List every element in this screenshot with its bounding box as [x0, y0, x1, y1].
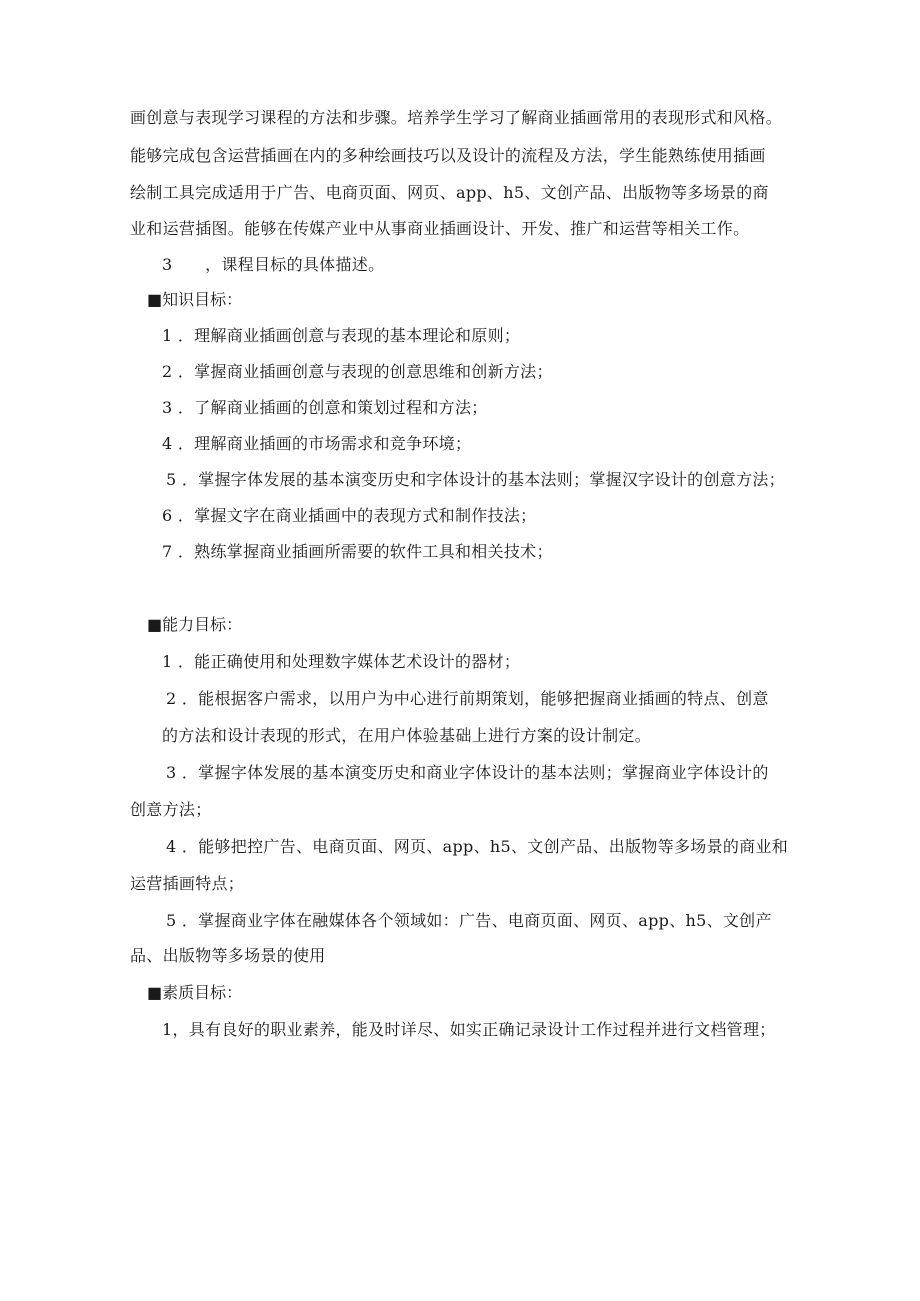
section-3-heading: 3 ，课程目标的具体描述。	[162, 255, 385, 274]
knowledge-heading: ■知识目标：	[147, 290, 243, 309]
ability-item-5-line-2: 品、出版物等多场景的使用	[130, 946, 326, 965]
intro-line-1: 画创意与表现学习课程的方法和步骤。培养学生学习了解商业插画常用的表现形式和风格。	[130, 108, 783, 127]
knowledge-item-1: 1 ．理解商业插画创意与表现的基本理论和原则；	[162, 326, 521, 345]
knowledge-item-5: 5 ．掌握字体发展的基本演变历史和字体设计的基本法则；掌握汉字设计的创意方法；	[166, 470, 785, 489]
intro-line-4: 业和运营插图。能够在传媒产业中从事商业插画设计、开发、推广和运营等相关工作。	[130, 219, 750, 238]
intro-line-3: 绘制工具完成适用于广告、电商页面、网页、app、h5、文创产品、出版物等多场景的商	[130, 183, 769, 202]
quality-item-1: 1，具有良好的职业素养，能及时详尽、如实正确记录设计工作过程并进行文档管理；	[162, 1020, 776, 1039]
knowledge-item-2: 2 ．掌握商业插画创意与表现的创意思维和创新方法；	[162, 362, 553, 381]
intro-line-2: 能够完成包含运营插画在内的多种绘画技巧以及设计的流程及方法，学生能熟练使用插画	[130, 146, 766, 165]
ability-heading: ■能力目标：	[147, 615, 243, 634]
ability-item-1: 1 ．能正确使用和处理数字媒体艺术设计的器材；	[162, 652, 521, 671]
knowledge-item-3: 3 ．了解商业插画的创意和策划过程和方法；	[162, 398, 488, 417]
knowledge-item-7: 7 ．熟练掌握商业插画所需要的软件工具和相关技术；	[162, 542, 553, 561]
ability-item-3-line-2: 创意方法；	[130, 800, 212, 819]
knowledge-item-6: 6 ．掌握文字在商业插画中的表现方式和制作技法；	[162, 506, 537, 525]
ability-item-3-line-1: 3 ．掌握字体发展的基本演变历史和商业字体设计的基本法则；掌握商业字体设计的	[166, 763, 769, 782]
ability-item-4-line-1: 4 ．能够把控广告、电商页面、网页、app、h5、文创产品、出版物等多场景的商业和	[166, 837, 789, 856]
quality-heading: ■素质目标：	[147, 983, 243, 1002]
ability-item-5-line-1: 5 ．掌握商业字体在融媒体各个领域如：广告、电商页面、网页、app、h5、文创产	[166, 911, 772, 930]
knowledge-item-4: 4 ．理解商业插画的市场需求和竞争环境；	[162, 434, 472, 453]
ability-item-4-line-2: 运营插画特点；	[130, 874, 245, 893]
ability-item-2-line-1: 2 ．能根据客户需求，以用户为中心进行前期策划，能够把握商业插画的特点、创意	[166, 689, 769, 708]
ability-item-2-line-2: 的方法和设计表现的形式，在用户体验基础上进行方案的设计制定。	[162, 726, 652, 745]
